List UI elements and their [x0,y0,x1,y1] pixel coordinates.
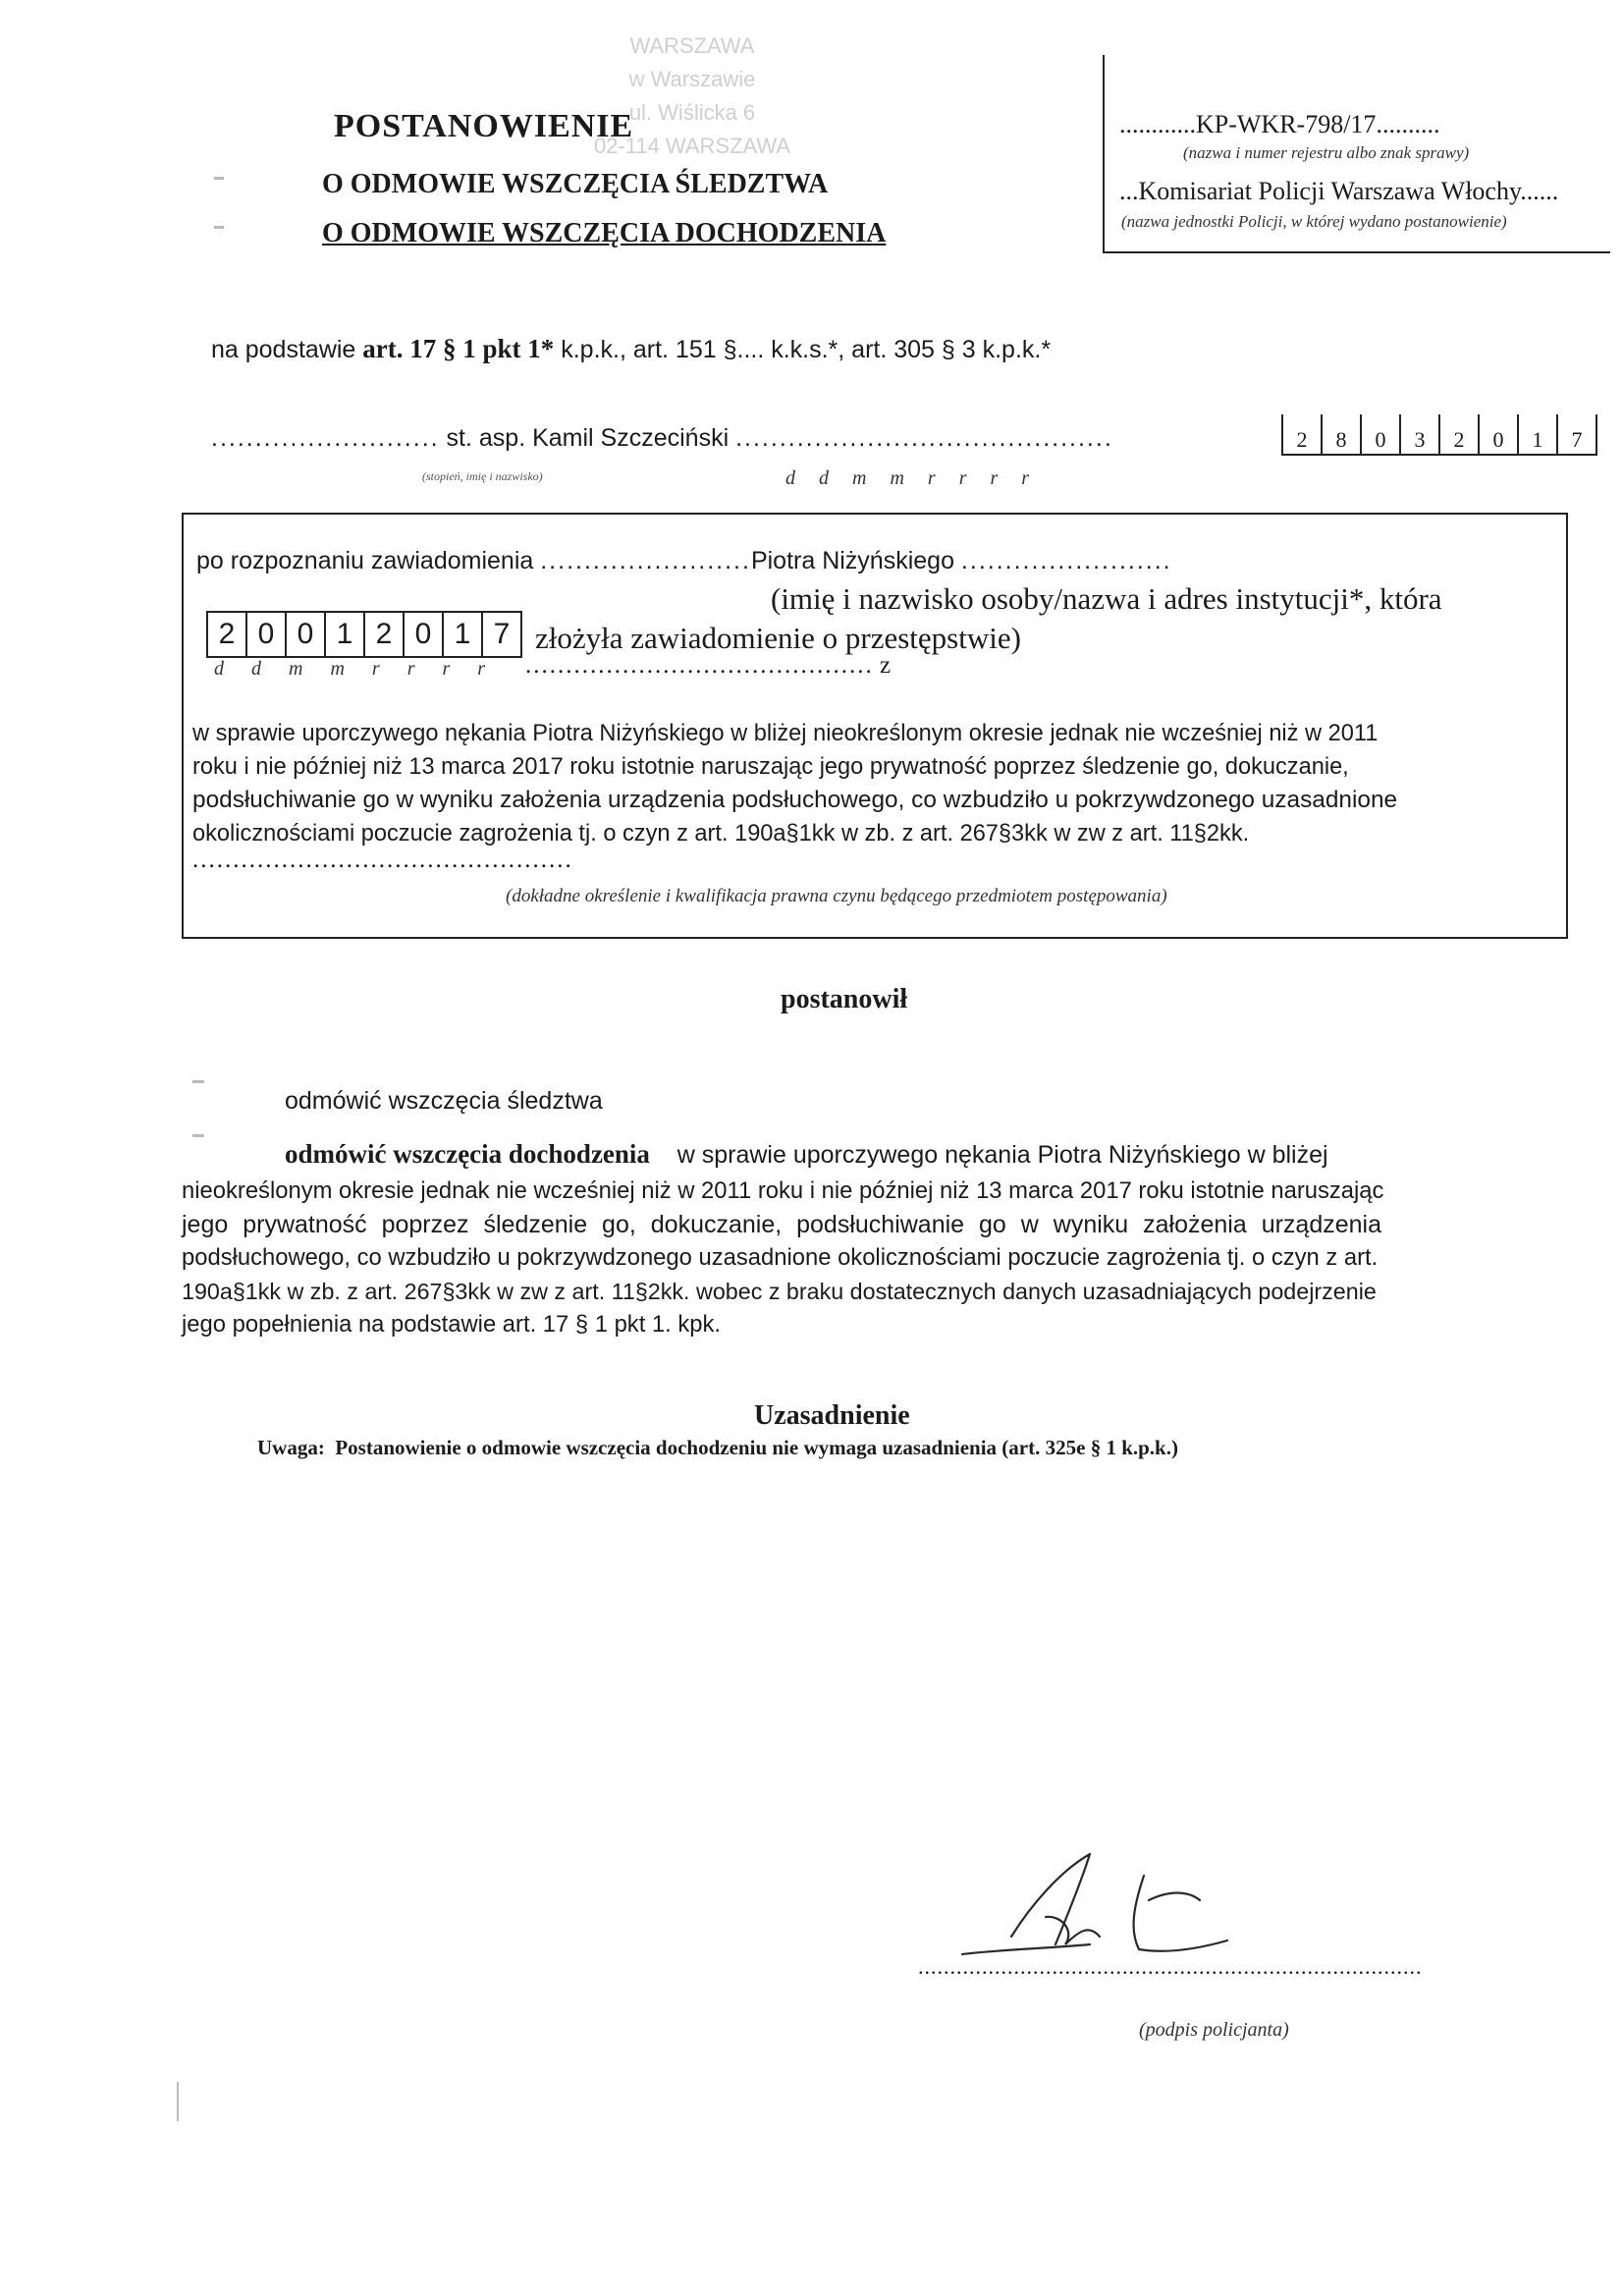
notifier-caption-line2: złożyła zawiadomienie o przestępstwie) [535,621,1021,655]
case-line-1: w sprawie uporczywego nękania Piotra Niżyńskiego w bliżej nieokreślonym okresie jednak nie wcześniej niż w 2011 [192,721,1379,746]
title-option-inquiry: O ODMOWIE WSZCZĘCIA DOCHODZENIA [322,218,887,248]
case-dots: ............................................... [192,847,573,873]
case-line-4: okolicznościami poczucie zagrożenia tj. o czyn z art. 190a§1kk w zb. z art. 267§3kk w zw z art. 11§2kk. [192,821,1250,847]
signature-dots: ............................................................................... [918,1954,1423,1979]
decision-line-4: podsłuchowego, co wzbudziło u pokrzywdzonego uzasadnione okolicznościami poczucie zagrożenia tj. o czyn z art. [182,1244,1379,1271]
decision-line-6: jego popełnienia na podstawie art. 17 § 1 pkt 1. kpk. [182,1311,722,1338]
date-digit: 8 [1321,414,1360,456]
scan-mark [214,177,224,180]
decision-line-5: 190a§1kk w zb. z art. 267§3kk w zw z art. 11§2kk. wobec z braku dostatecznych danych uzasadniających podejrzenie [182,1279,1377,1304]
date-digit: 0 [1478,414,1517,456]
office-stamp: WARSZAWA w Warszawie ul. Wiślicka 6 02-114 WARSZAWA [593,33,791,158]
document-title: POSTANOWIENIE [334,108,634,144]
date-digit: 2 [1281,414,1321,456]
date-digit: 7 [481,611,522,658]
decision-option-inquiry: odmówić wszczęcia dochodzenia w sprawie uporczywego nękania Piotra Niżyńskiego w bliżej [285,1139,1328,1169]
date-digit: 1 [1517,414,1556,456]
register-number-caption: (nazwa i numer rejestru albo znak sprawy) [1183,143,1470,162]
notifier-caption-line1: (imię i nazwisko osoby/nazwa i adres instytucji*, która [771,581,1442,616]
justification-note: Uwaga: Postanowienie o odmowie wszczęcia dochodzeniu nie wymaga uzasadnienia (art. 325e § 1 k.p.k.) [257,1436,1178,1459]
notice-date-boxes [206,611,522,658]
scan-mark [192,1080,204,1083]
decision-line-2: nieokreślonym okresie jednak nie wcześniej niż w 2011 roku i nie później niż 13 marca 2017 roku istotnie naruszając [182,1177,1384,1204]
scan-mark [214,226,224,229]
notice-from: ........................................... z [525,652,892,679]
date-digit: 3 [1399,414,1438,456]
date-digit: 0 [285,611,324,658]
date-digit: 2 [1438,414,1478,456]
register-number: ............KP-WKR-798/17.......... [1119,110,1440,138]
scan-mark [177,2082,179,2121]
date-digit: 2 [363,611,403,658]
decision-option-investigation: odmówić wszczęcia śledztwa [285,1087,603,1115]
date-digit: 1 [442,611,481,658]
date-digit: 0 [245,611,285,658]
date-digit: 7 [1556,414,1597,456]
notice-date-letters: ddmmrrrr [214,658,514,680]
police-unit-caption: (nazwa jednostki Policji, w której wydano postanowienie) [1121,212,1507,231]
case-line-2: roku i nie później niż 13 marca 2017 roku istotnie naruszając jego prywatność poprzez śledzenie go, dokuczanie, [192,754,1349,780]
date-digit: 0 [1360,414,1399,456]
officer-line: .......................... st. asp. Kamil Szczeciński ........................................... [211,424,1113,452]
legal-basis: na podstawie art. 17 § 1 pkt 1* k.p.k., art. 151 §.... k.k.s.*, art. 305 § 3 k.p.k.* [211,334,1052,363]
decision-date-boxes [1281,414,1597,456]
date-digit: 2 [206,611,245,658]
decision-line-3: jego prywatność poprzez śledzenie go, dokuczanie, podsłuchiwanie go w wyniku założenia urządzenia [182,1211,1382,1238]
officer-name: st. asp. Kamil Szczeciński [446,424,730,452]
case-caption: (dokładne określenie i kwalifikacja prawna czynu będącego przedmiotem postępowania) [506,886,1167,906]
justification-heading: Uzasadnienie [754,1400,910,1431]
date-digit: 1 [324,611,363,658]
decision-date-letters: ddmmrrrr [785,467,1054,489]
signature-caption: (podpis policjanta) [1139,2019,1289,2041]
notifier-name: Piotra Niżyńskiego [750,547,954,574]
date-digit: 0 [403,611,442,658]
police-unit: ...Komisariat Policji Warszawa Włochy...... [1119,177,1559,205]
scan-mark [192,1134,204,1137]
decision-heading: postanowił [781,984,908,1014]
officer-caption: (stopień, imię i nazwisko) [422,469,543,483]
case-line-3: podsłuchiwanie go w wyniku założenia urządzenia podsłuchowego, co wzbudziło u pokrzywdzonego uzasadnione [192,787,1398,813]
title-option-investigation: O ODMOWIE WSZCZĘCIA ŚLEDZTWA [322,169,829,199]
notice-intro: po rozpoznaniu zawiadomienia ........................Piotra Niżyńskiego ........................ [196,547,1172,574]
